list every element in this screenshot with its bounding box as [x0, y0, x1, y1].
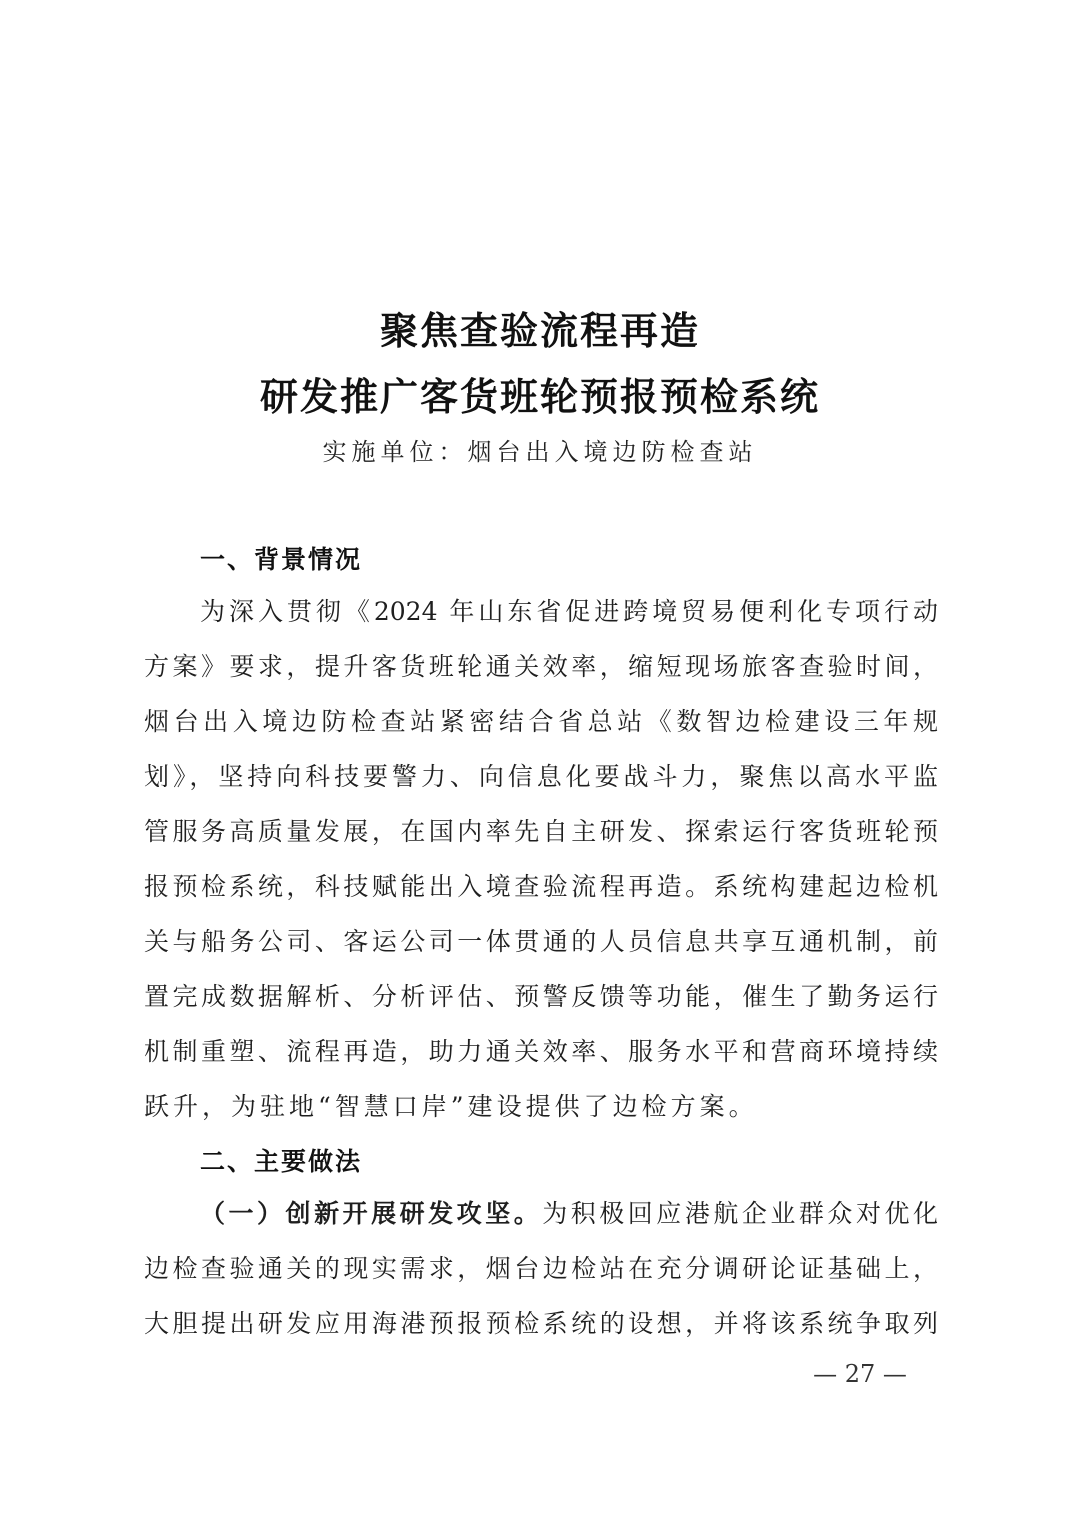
paragraph-line: 方案》要求，提升客货班轮通关效率，缩短现场旅客查验时间， — [144, 652, 938, 681]
subsection-lead: （一）创新开展研发攻坚。 — [200, 1199, 543, 1228]
page-number: — 27 — — [813, 1360, 907, 1388]
subsection-lead-rest: 为积极回应港航企业群众对优化 — [542, 1199, 938, 1228]
paragraph-line: 报预检系统，科技赋能出入境查验流程再造。系统构建起边检机 — [144, 872, 938, 901]
paragraph-line: 划》，坚持向科技要警力、向信息化要战斗力，聚焦以高水平监 — [144, 762, 938, 791]
paragraph-line: 机制重塑、流程再造，助力通关效率、服务水平和营商环境持续 — [144, 1037, 938, 1066]
paragraph-line: 置完成数据解析、分析评估、预警反馈等功能，催生了勤务运行 — [144, 982, 938, 1011]
paragraph-line: 边检查验通关的现实需求，烟台边检站在充分调研论证基础上， — [144, 1254, 938, 1283]
paragraph-line: 大胆提出研发应用海港预报预检系统的设想，并将该系统争取列 — [144, 1309, 938, 1338]
section-heading-background: 一、背景情况 — [200, 545, 363, 574]
paragraph-line: 为深入贯彻《2024 年山东省促进跨境贸易便利化专项行动 — [200, 597, 938, 626]
document-title-line-2: 研发推广客货班轮预报预检系统 — [259, 375, 820, 419]
section-heading-main-practices: 二、主要做法 — [200, 1147, 363, 1176]
paragraph-line: 烟台出入境边防检查站紧密结合省总站《数智边检建设三年规 — [144, 707, 938, 736]
implementing-unit: 实施单位：烟台出入境边防检查站 — [322, 438, 758, 466]
paragraph-line: 管服务高质量发展，在国内率先自主研发、探索运行客货班轮预 — [144, 817, 938, 846]
paragraph-line-with-lead — [200, 1196, 938, 1232]
paragraph-line: 跃升，为驻地“智慧口岸”建设提供了边检方案。 — [144, 1092, 758, 1121]
document-title-line-1: 聚焦查验流程再造 — [379, 309, 700, 353]
paragraph-line: 关与船务公司、客运公司一体贯通的人员信息共享互通机制，前 — [144, 927, 938, 956]
